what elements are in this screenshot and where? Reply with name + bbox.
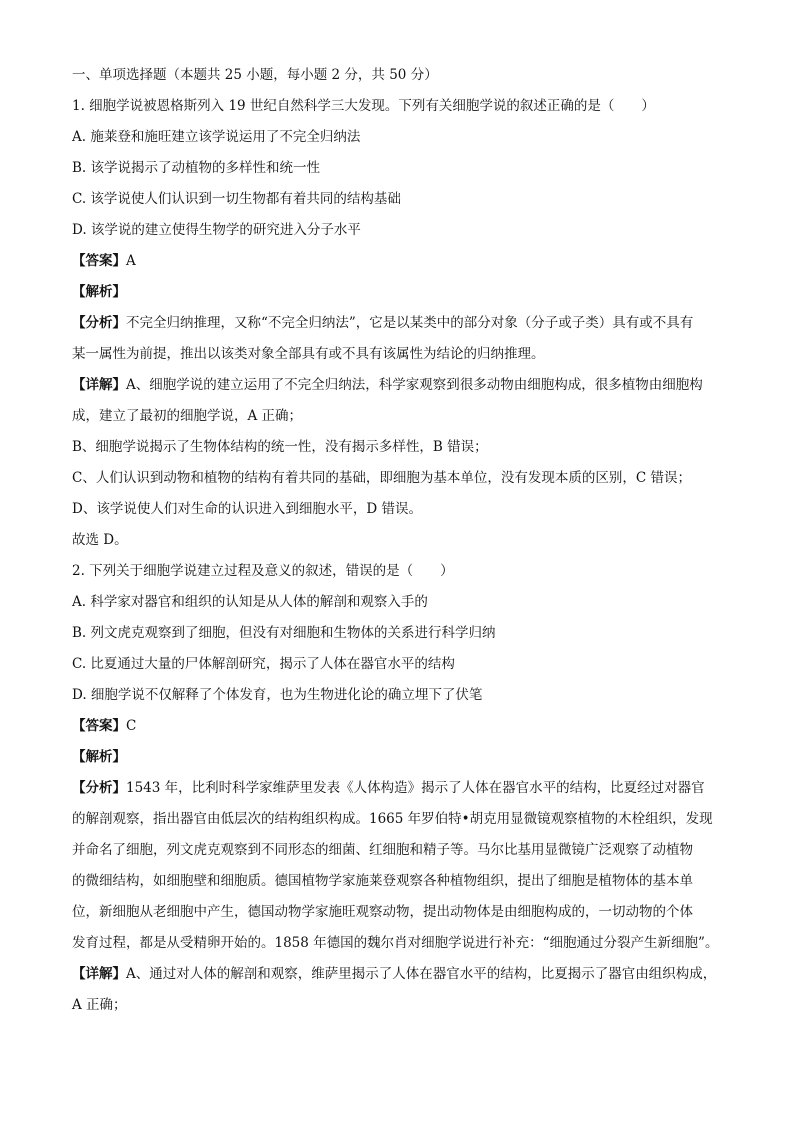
question-2-fenxi-line <box>72 779 732 810</box>
section-header: 一、单项选择题（本题共 25 小题，每小题 2 分，共 50 分） <box>72 67 438 83</box>
analysis-tag: 【解析】 <box>72 749 126 765</box>
question-2-option-b: B. 列文虎克观察到了细胞，但没有对细胞和生物体的关系进行科学归纳 <box>72 625 496 641</box>
question-1-fenxi-line <box>72 314 732 345</box>
fenxi-text: 1543 年，比利时科学家维萨里发表《人体构造》揭示了人体在器官水平的结构，比夏经过对器官 <box>126 780 705 796</box>
question-1-xiangjie-line: C、人们认识到动物和植物的结构有着共同的基础，即细胞为基本单位，没有发现本质的区别，C 错误； <box>72 470 691 486</box>
question-1-xiangjie-line: 成，建立了最初的细胞学说，A 正确； <box>72 408 303 424</box>
answer-value: C <box>126 718 137 734</box>
question-2-stem: 2. 下列关于细胞学说建立过程及意义的叙述，错误的是（ ） <box>72 563 454 579</box>
question-2-fenxi-line: 的微细结构，如细胞壁和细胞质。德国植物学家施莱登观察各种植物组织，提出了细胞是植物体的基本单 <box>72 873 693 889</box>
answer-tag: 【答案】 <box>72 253 126 269</box>
xiangjie-text: A、细胞学说的建立运用了不完全归纳法，科学家观察到很多动物由细胞构成，很多植物由细胞构 <box>126 377 703 393</box>
fenxi-tag: 【分析】 <box>72 780 126 796</box>
question-1-analysis-tag <box>72 283 732 314</box>
question-1-xiangjie-line: D、该学说使人们对生命的认识进入到细胞水平，D 错误。 <box>72 501 422 517</box>
question-2-xiangjie-line <box>72 965 732 996</box>
xiangjie-tag: 【详解】 <box>72 377 126 393</box>
question-2-analysis-tag <box>72 748 732 779</box>
question-1-option-c: C. 该学说使人们认识到一切生物都有着共同的结构基础 <box>72 191 401 207</box>
question-2-option-c: C. 比夏通过大量的尸体解剖研究，揭示了人体在器官水平的结构 <box>72 656 455 672</box>
question-2-fenxi-line: 并命名了细胞，列文虎克观察到不同形态的细菌、红细胞和精子等。马尔比基用显微镜广泛观察了动植物 <box>72 842 693 858</box>
question-1-option-d: D. 该学说的建立使得生物学的研究进入分子水平 <box>72 222 361 238</box>
question-1-fenxi-line: 某一属性为前提，推出以该类对象全部具有或不具有该属性为结论的归纳推理。 <box>72 346 545 362</box>
answer-value: A <box>126 253 136 269</box>
question-2-option-d: D. 细胞学说不仅解释了个体发育，也为生物进化论的确立埋下了伏笔 <box>72 687 483 703</box>
question-1-answer <box>72 252 732 283</box>
question-1-option-b: B. 该学说揭示了动植物的多样性和统一性 <box>72 160 321 176</box>
question-2-fenxi-line: 位，新细胞从老细胞中产生，德国动物学家施旺观察动物，提出动物体是由细胞构成的，一切动物的个体 <box>72 904 693 920</box>
question-1-conclusion: 故选 D。 <box>72 532 128 548</box>
xiangjie-text: A、通过对人体的解剖和观察，维萨里揭示了人体在器官水平的结构，比夏揭示了器官由组织构成， <box>126 966 717 982</box>
question-1-xiangjie-line: B、细胞学说揭示了生物体结构的统一性，没有揭示多样性，B 错误； <box>72 439 488 455</box>
question-2-option-a: A. 科学家对器官和组织的认知是从人体的解剖和观察入手的 <box>72 594 428 610</box>
question-2-fenxi-line: 发育过程，都是从受精卵开始的。1858 年德国的魏尔肖对细胞学说进行补充：“细胞通过分裂产生新细胞”。 <box>72 935 719 951</box>
fenxi-tag: 【分析】 <box>72 315 126 331</box>
document-page <box>72 66 732 1027</box>
question-2-xiangjie-line: A 正确； <box>72 997 127 1013</box>
analysis-tag: 【解析】 <box>72 284 126 300</box>
question-1-option-a: A. 施莱登和施旺建立该学说运用了不完全归纳法 <box>72 129 361 145</box>
answer-tag: 【答案】 <box>72 718 126 734</box>
xiangjie-tag: 【详解】 <box>72 966 126 982</box>
question-1-xiangjie-line <box>72 376 732 407</box>
fenxi-text: 不完全归纳推理，又称“不完全归纳法”，它是以某类中的部分对象（分子或子类）具有或不具有 <box>126 315 694 331</box>
question-1-stem: 1. 细胞学说被恩格斯列入 19 世纪自然科学三大发现。下列有关细胞学说的叙述正确的是（ ） <box>72 98 655 114</box>
question-2-fenxi-line: 的解剖观察，指出器官由低层次的结构组织构成。1665 年罗伯特•胡克用显微镜观察植物的木栓组织，发现 <box>72 811 713 827</box>
question-2-answer <box>72 717 732 748</box>
